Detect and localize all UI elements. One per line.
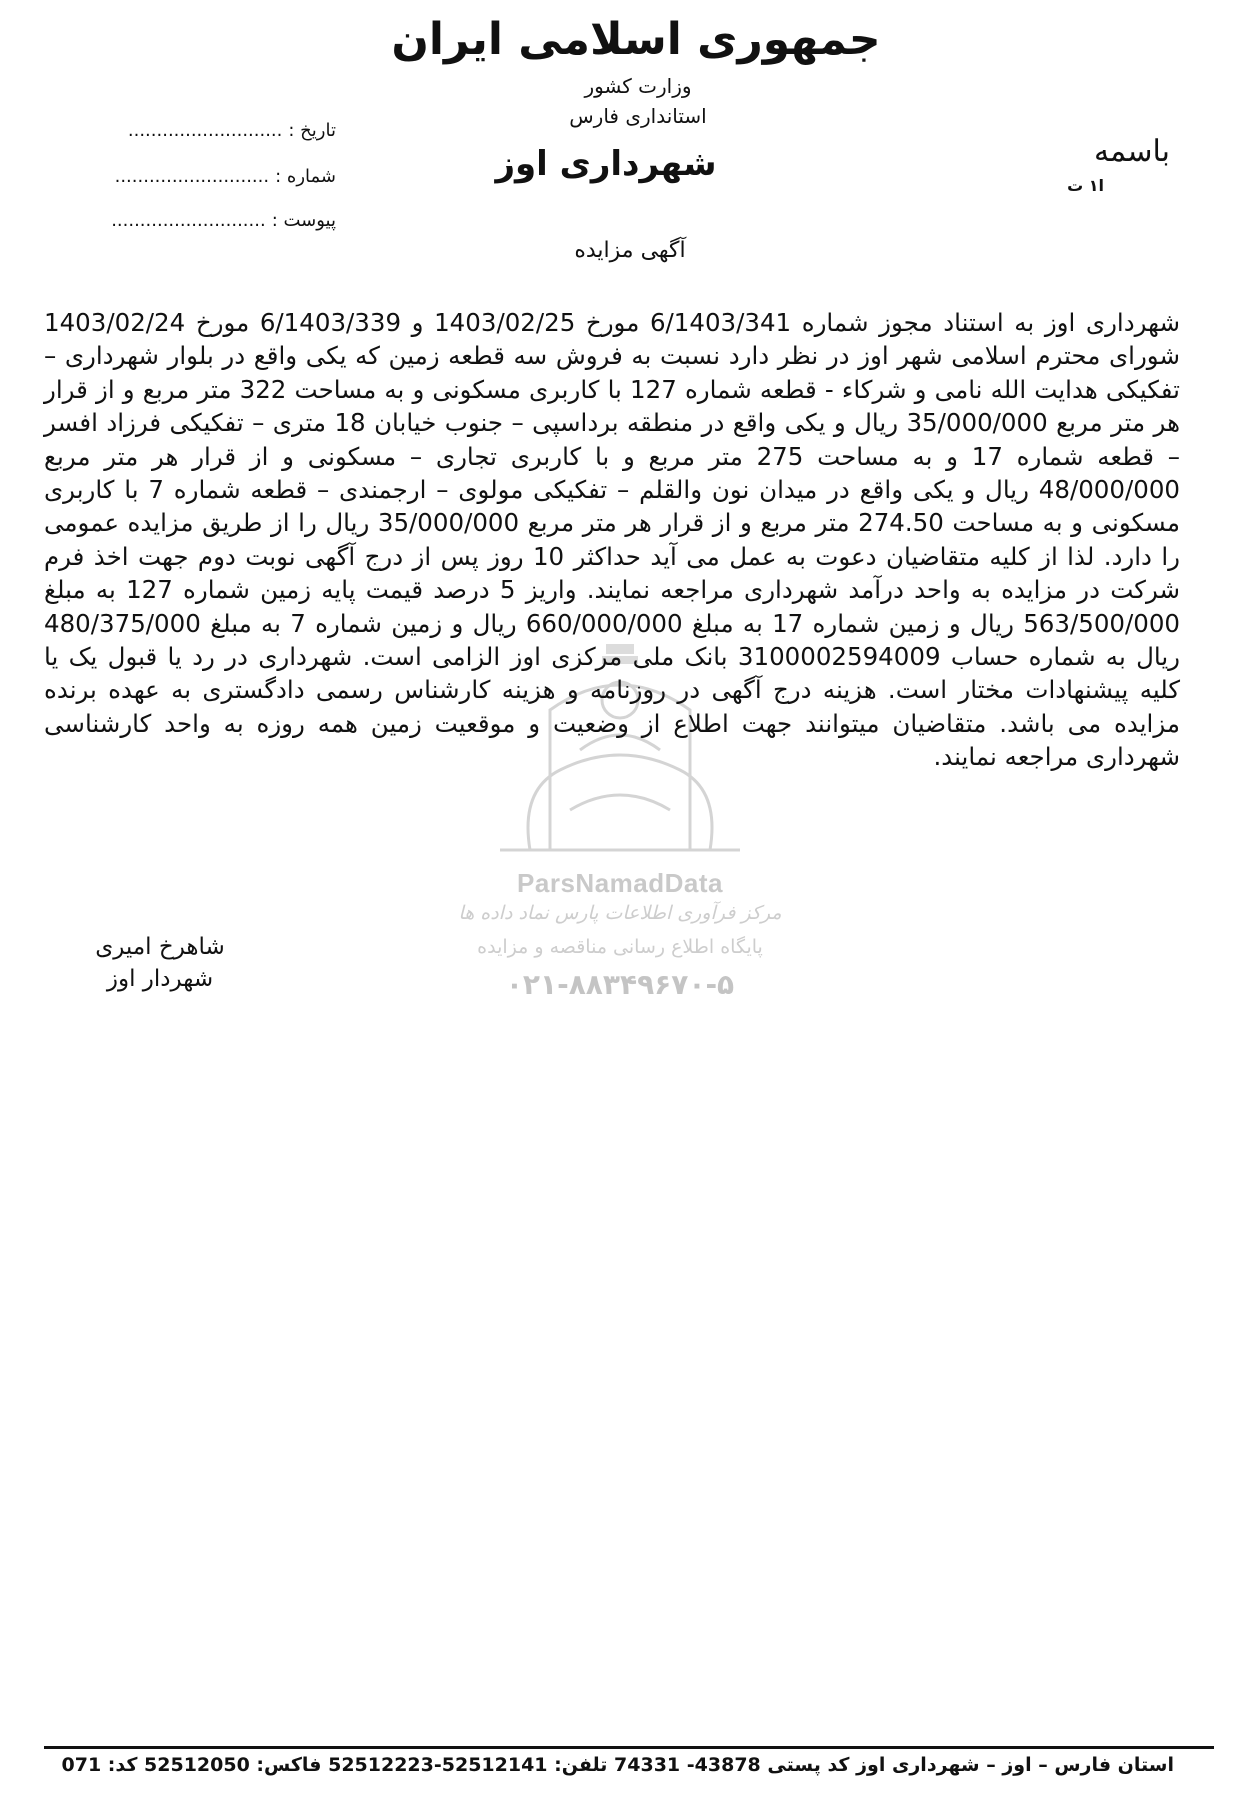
basmeh-label: باسمه	[1093, 134, 1170, 169]
signer-title: شهردار اوز	[106, 966, 214, 992]
date-field	[66, 120, 336, 141]
footer-divider	[44, 1746, 1214, 1749]
basmeh-mark: ا۱ ت	[1067, 176, 1104, 195]
municipality-heading: شهرداری اوز	[495, 144, 717, 184]
number-label: شماره :	[275, 166, 336, 187]
attachment-dots: ...........................	[111, 210, 266, 231]
footer-address: استان فارس – اوز – شهرداری اوز کد پستی 43878- 74331 تلفن: 52512141-52512223 فاکس: 52512050 کد: 071	[61, 1754, 1174, 1776]
number-field	[66, 166, 336, 187]
watermark-phone: ۰۲۱-۸۸۳۴۹۶۷۰-۵	[505, 968, 735, 1001]
watermark-line-2: پایگاه اطلاع رسانی مناقصه و مزایده	[477, 936, 763, 958]
governorate-line: استانداری فارس	[569, 104, 707, 128]
document-title: آگهی مزایده	[574, 238, 686, 263]
date-label: تاریخ :	[288, 120, 336, 141]
signer-name: شاهرخ امیری	[95, 934, 225, 960]
attachment-label: پیوست :	[271, 210, 336, 231]
watermark-line-1: مرکز فرآوری اطلاعات پارس نماد داده ها	[458, 902, 782, 924]
attachment-field	[66, 210, 336, 231]
ministry-line: وزارت کشور	[584, 74, 692, 98]
number-dots: ...........................	[114, 166, 270, 187]
republic-heading: جمهوری اسلامی ایران	[391, 14, 881, 65]
notice-body: شهرداری اوز به استناد مجوز شماره 6/1403/341 مورخ 1403/02/25 و 6/1403/339 مورخ 1403/02/24 شورای محترم اسلامی شهر اوز در نظر دارد نسبت به فروش سه قطعه زمین که یکی واقع در بلوار شهرداری – تفکیکی هدایت الله نامی و شرکاء - قطعه شماره 127 با کاربری مسکونی و به مساحت 322 متر مربع و از قرار هر متر مربع 35/000/000 ریال و یکی واقع در منطقه برداسپی – جنوب خیابان 18 متری – تفکیکی فرزاد افسر – قطعه شماره 17 و به مساحت 275 متر مربع و با کاربری تجاری – مسکونی و از قرار هر متر مربع 48/000/000 ریال و یکی واقع در میدان نون والقلم – تفکیکی مولوی – ارجمندی – قطعه شماره 7 با کاربری مسکونی و به مساحت 274.50 متر مربع و از قرار هر متر مربع 35/000/000 ریال را از طریق مزایده عمومی را دارد. لذا از کلیه متقاضیان دعوت به عمل می آید حداکثر 10 روز پس از درج آگهی نوبت دوم جهت اخذ فرم شرکت در مزایده به واحد درآمد شهرداری مراجعه نمایند. واریز 5 درصد قیمت پایه زمین شماره 127 به مبلغ 563/500/000 ریال و زمین شماره 17 به مبلغ 660/000/000 ریال و زمین شماره 7 به مبلغ 480/375/000 ریال به شماره حساب 3100002594009 بانک ملی مرکزی اوز الزامی است. شهرداری در رد یا قبول یک یا کلیه پیشنهادات مختار است. هزینه درج آگهی در روزنامه و هزینه کارشناس رسمی دادگستری به عهده برنده مزایده می باشد. متقاضیان میتوانند جهت اطلاع از وضعیت و موقعیت زمین همه روزه به واحد کارشناسی شهرداری مراجعه نمایند.	[44, 308, 1181, 772]
watermark-latin: ParsNamadData	[517, 868, 723, 898]
date-dots: ...........................	[127, 120, 283, 141]
